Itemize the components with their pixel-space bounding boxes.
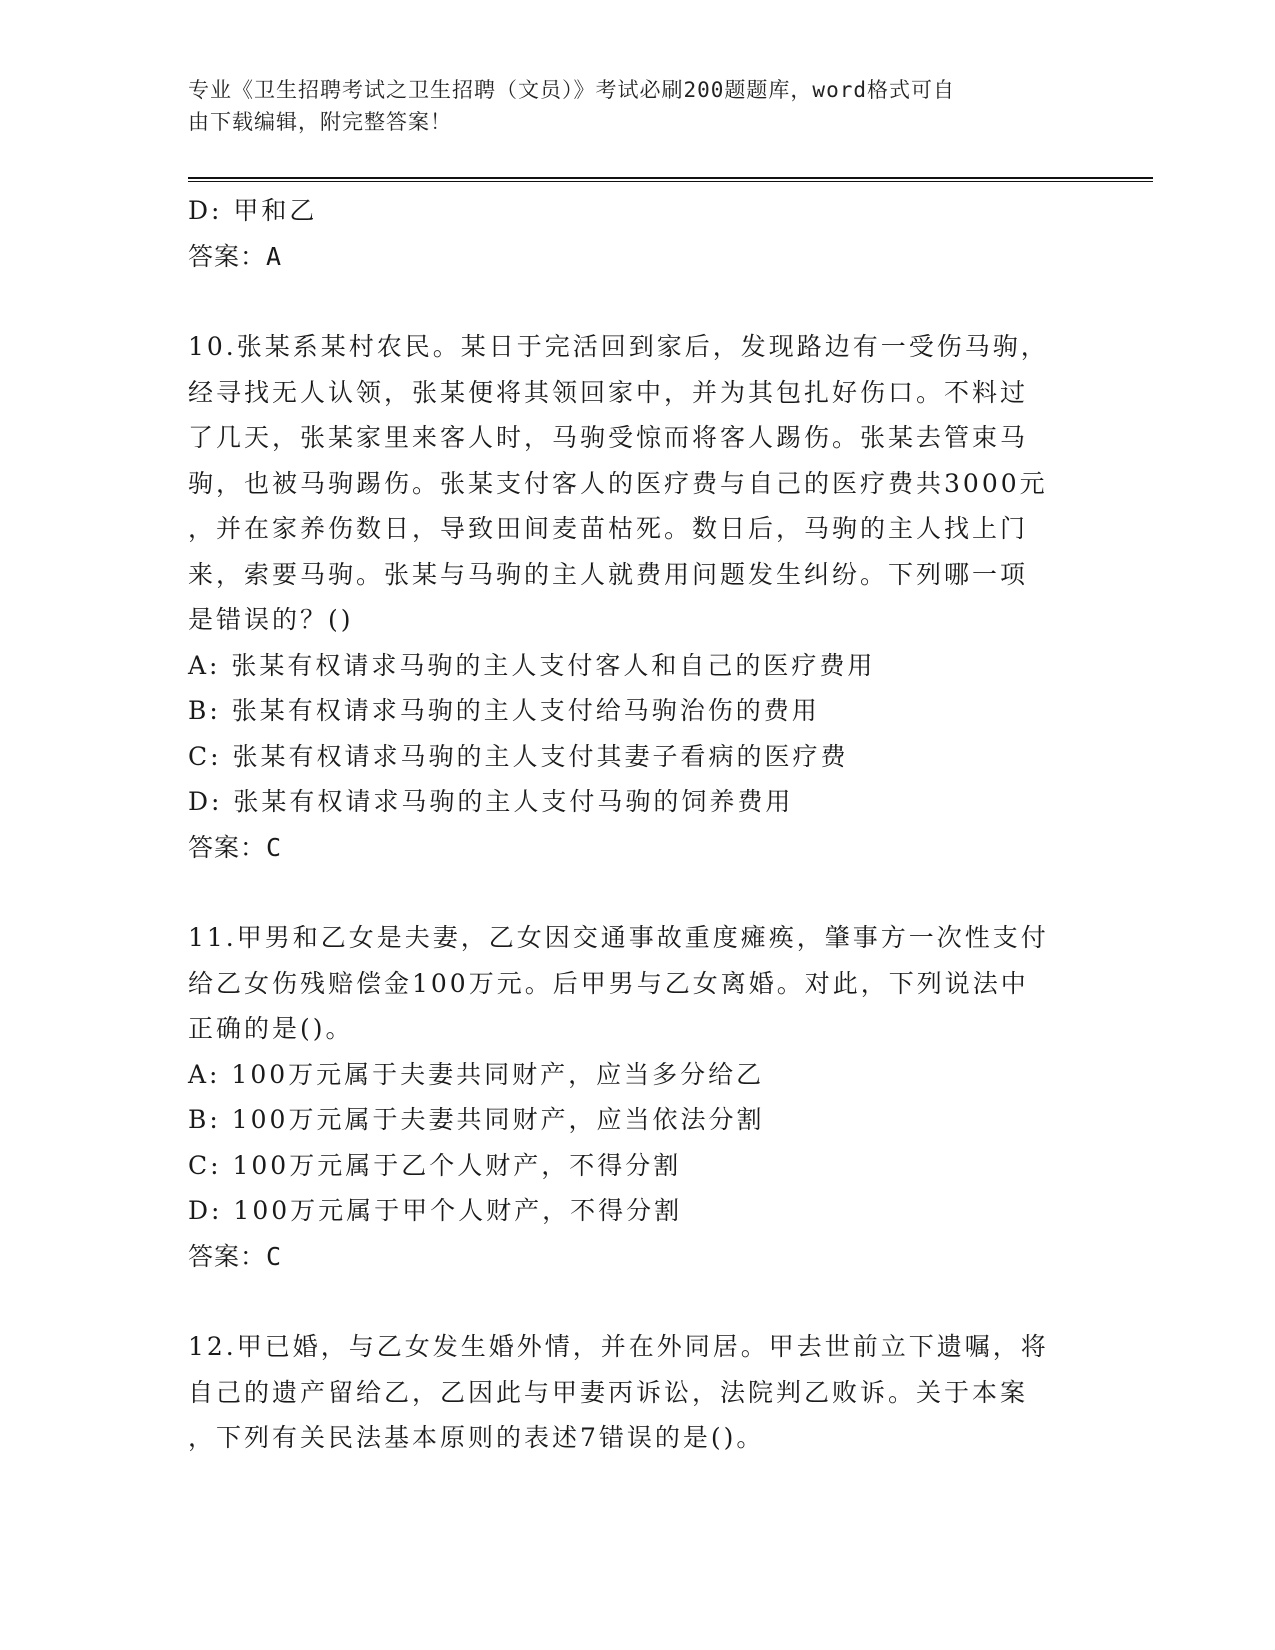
spacer [188, 870, 1078, 915]
spacer [188, 1279, 1078, 1324]
question-10-line: 来，索要马驹。张某与马驹的主人就费用问题发生纠纷。下列哪一项 [188, 559, 1029, 589]
question-10-line: 10.张某系某村农民。某日于完活回到家后，发现路边有一受伤马驹， [188, 332, 1049, 361]
question-10-option-d: D: 张某有权请求马驹的主人支付马驹的饲养费用 [188, 787, 794, 816]
question-11-line: 11.甲男和乙女是夫妻，乙女因交通事故重度瘫痪，肇事方一次性支付 [188, 923, 1049, 952]
question-12-line: ，下列有关民法基本原则的表述7错误的是()。 [188, 1423, 765, 1452]
question-10-option-b: B: 张某有权请求马驹的主人支付给马驹治伤的费用 [188, 696, 820, 725]
question-10-answer: 答案：C [188, 832, 283, 862]
question-10-option-a: A: 张某有权请求马驹的主人支付客人和自己的医疗费用 [188, 650, 876, 680]
question-11 [188, 915, 1078, 1279]
question-10 [188, 324, 1078, 870]
question-11-option-b: B: 100万元属于夫妻共同财产，应当依法分割 [188, 1105, 765, 1134]
question-11-option-c: C: 100万元属于乙个人财产，不得分割 [188, 1150, 682, 1180]
prev-option-d: D: 甲和乙 [188, 196, 318, 225]
question-11-answer: 答案：C [188, 1241, 283, 1271]
question-11-line: 正确的是()。 [188, 1014, 354, 1043]
header-divider-thin [188, 181, 1153, 182]
question-10-line: 了几天，张某家里来客人时，马驹受惊而将客人踢伤。张某去管束马 [188, 423, 1029, 452]
question-12 [188, 1324, 1078, 1461]
document-header [188, 74, 1068, 138]
question-10-line: 经寻找无人认领，张某便将其领回家中，并为其包扎好伤口。不料过 [188, 377, 1029, 407]
header-line-1: 专业《卫生招聘考试之卫生招聘（文员）》考试必刷200题题库，word格式可自 [188, 78, 955, 102]
question-12-line: 12.甲已婚，与乙女发生婚外情，并在外同居。甲去世前立下遗嘱，将 [188, 1332, 1049, 1361]
question-11-option-d: D: 100万元属于甲个人财产，不得分割 [188, 1196, 683, 1225]
question-11-line: 给乙女伤残赔偿金100万元。后甲男与乙女离婚。对此，下列说法中 [188, 968, 1029, 998]
question-12-line: 自己的遗产留给乙，乙因此与甲妻丙诉讼，法院判乙败诉。关于本案 [188, 1377, 1029, 1407]
question-10-line: 驹，也被马驹踢伤。张某支付客人的医疗费与自己的医疗费共3000元 [188, 468, 1048, 498]
question-11-option-a: A: 100万元属于夫妻共同财产，应当多分给乙 [188, 1059, 765, 1089]
document-body [188, 188, 1078, 1461]
header-line-2: 由下载编辑，附完整答案！ [188, 110, 452, 134]
question-10-line: ，并在家养伤数日，导致田间麦苗枯死。数日后，马驹的主人找上门 [188, 514, 1029, 543]
header-divider-thick [188, 177, 1153, 179]
spacer [188, 279, 1078, 324]
question-10-option-c: C: 张某有权请求马驹的主人支付其妻子看病的医疗费 [188, 741, 849, 771]
question-10-line: 是错误的？() [188, 605, 354, 634]
prev-answer: 答案：A [188, 241, 283, 271]
